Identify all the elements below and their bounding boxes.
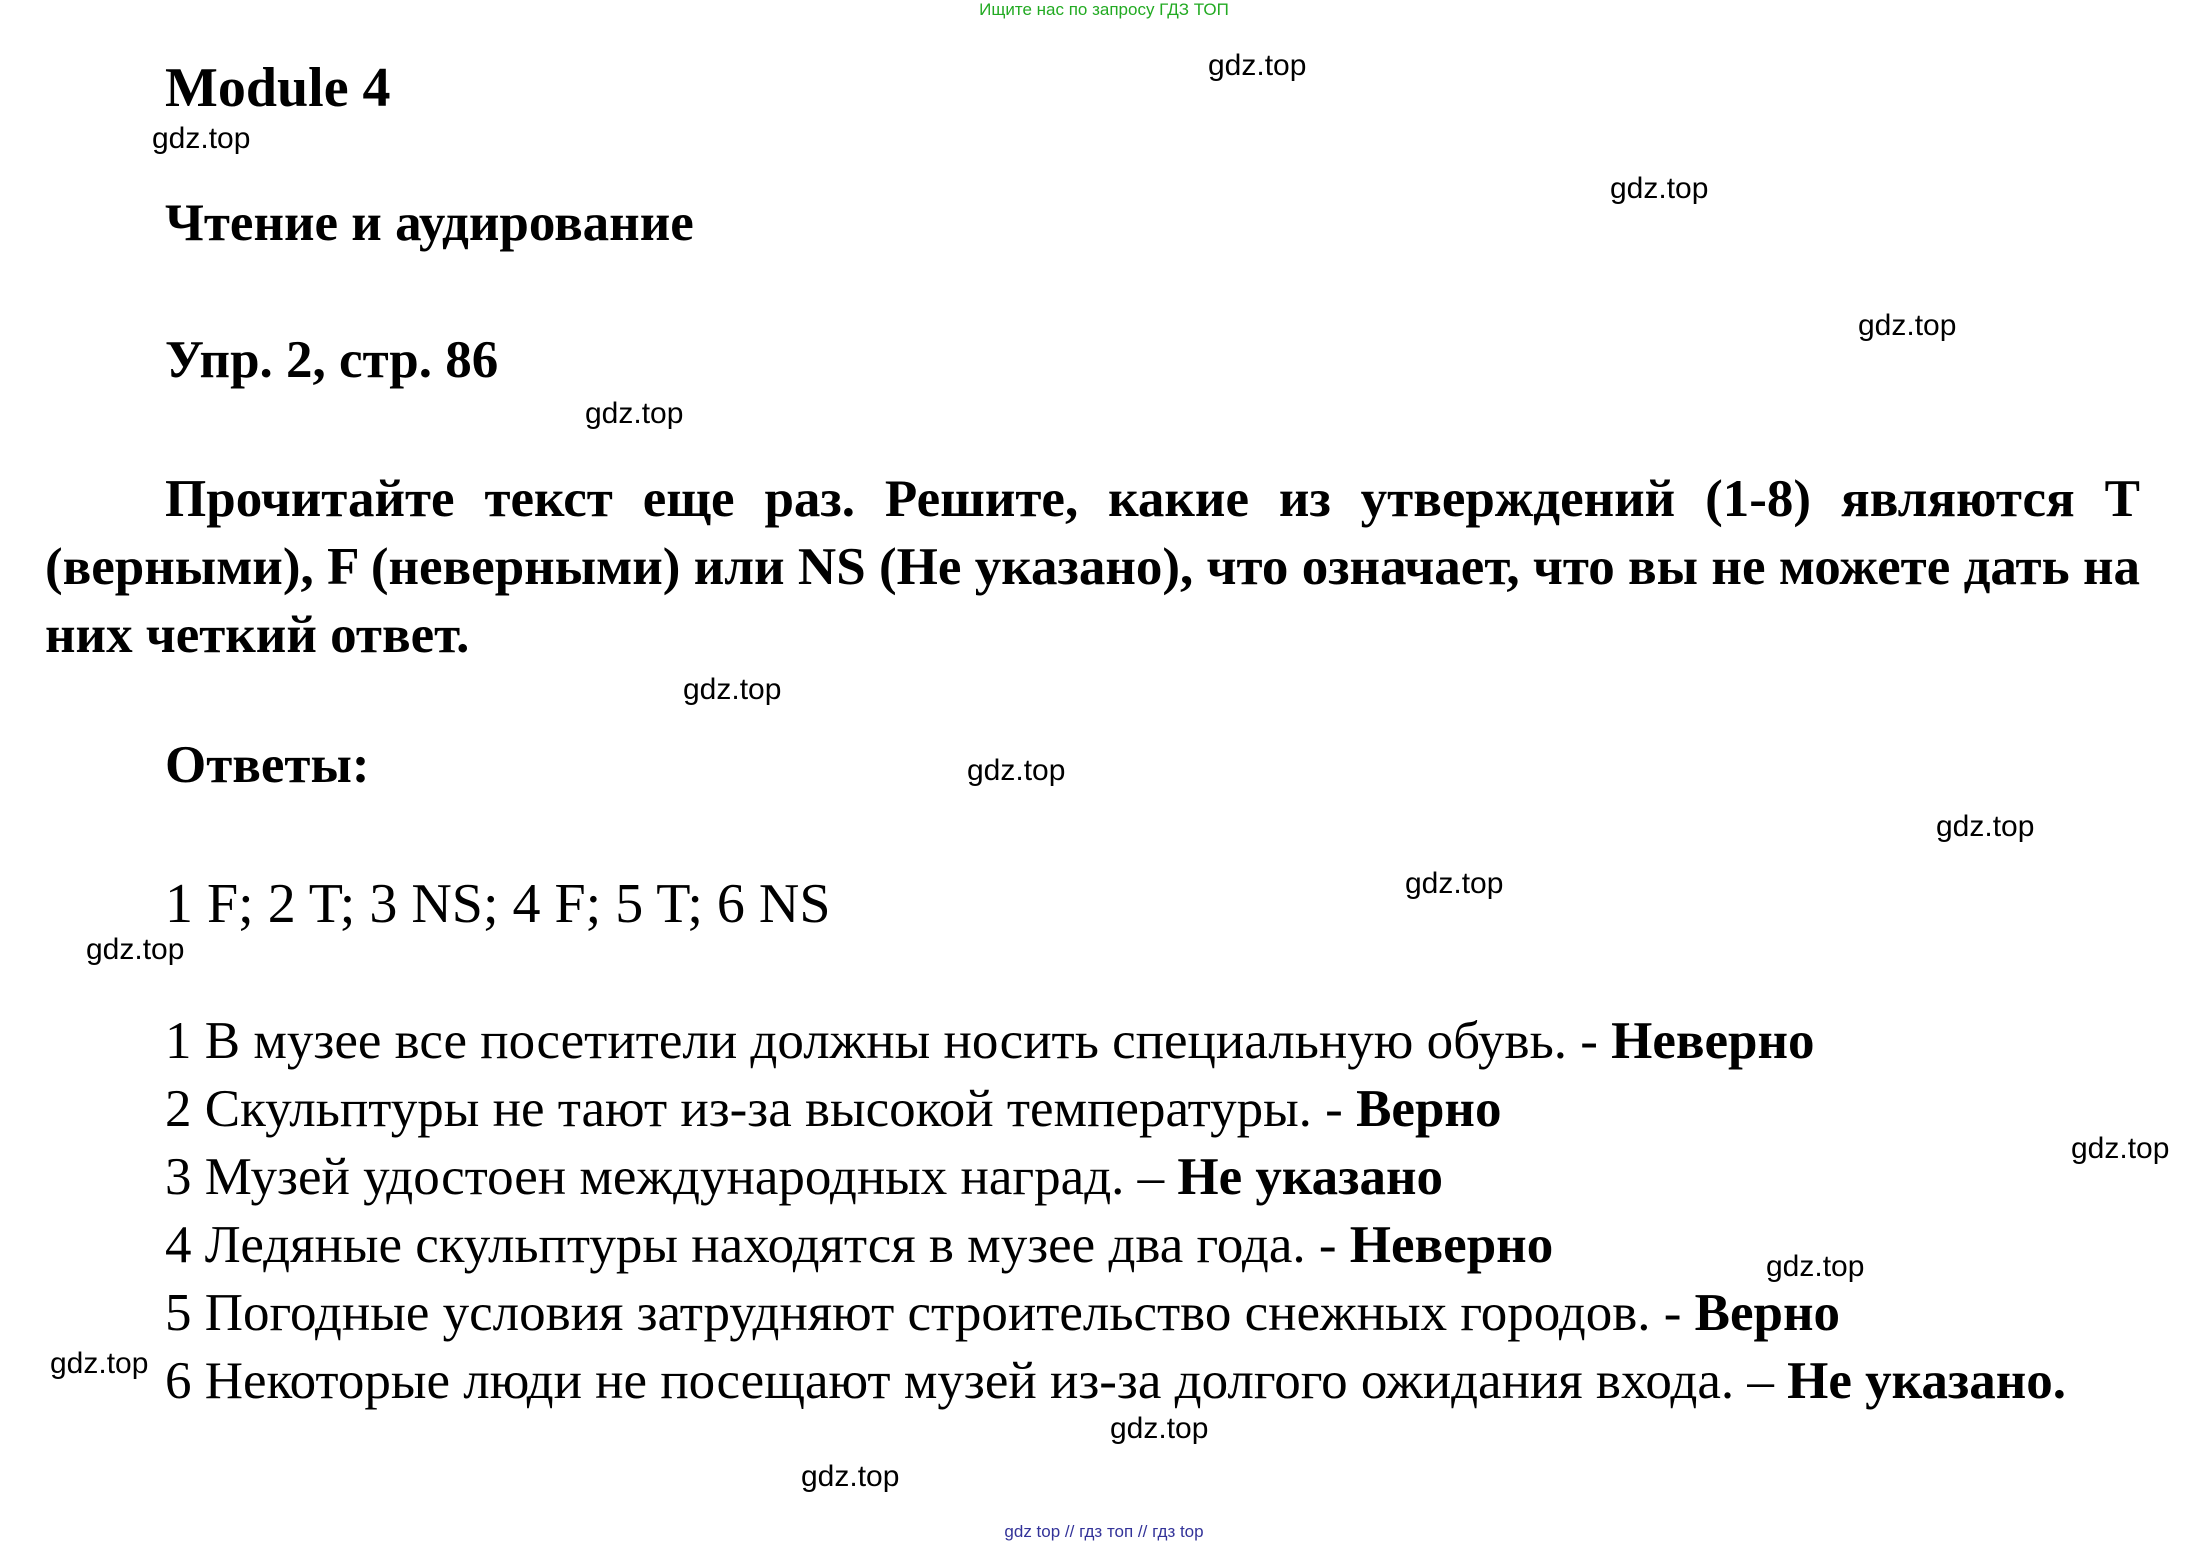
watermark: gdz.top <box>1858 309 1957 342</box>
watermark: gdz.top <box>683 673 782 706</box>
statement-5 <box>45 1279 2140 1347</box>
statements-list <box>45 1007 2140 1415</box>
statement-verdict: Не указано. <box>1787 1352 2066 1410</box>
exercise-instruction: Прочитайте текст еще раз. Решите, какие из утверждений (1-8) являются T (верными), F (неверными) или NS (Не указано), что означает, что вы не можете дать на них четкий ответ. <box>45 470 2140 664</box>
watermark: gdz.top <box>1405 867 1504 900</box>
statement-verdict: Не указано <box>1177 1148 1443 1206</box>
watermark: gdz.top <box>1208 49 1307 82</box>
answers-key: 1 F; 2 T; 3 NS; 4 F; 5 T; 6 NS <box>165 873 831 935</box>
statement-text: 5 Погодные условия затрудняют строительство снежных городов. - <box>165 1284 1695 1342</box>
watermark: gdz.top <box>585 397 684 430</box>
watermark: gdz.top <box>1766 1250 1865 1283</box>
statement-text: 4 Ледяные скульптуры находятся в музее два года. - <box>165 1216 1350 1274</box>
statement-text: 2 Скульптуры не тают из-за высокой температуры. - <box>165 1080 1357 1138</box>
watermark: gdz.top <box>2071 1132 2170 1165</box>
statement-6 <box>45 1347 2140 1415</box>
footer: gdz top // гдз топ // гдз top <box>1004 1522 1204 1541</box>
statement-text: 1 В музее все посетители должны носить специальную обувь. - <box>165 1012 1612 1070</box>
statement-verdict: Неверно <box>1611 1012 1815 1070</box>
exercise-title: Упр. 2, стр. 86 <box>165 331 499 389</box>
watermark: gdz.top <box>801 1460 900 1493</box>
section-title: Чтение и аудирование <box>165 194 694 252</box>
statement-2 <box>45 1075 2140 1143</box>
statement-1 <box>45 1007 2140 1075</box>
statement-verdict: Неверно <box>1349 1216 1554 1274</box>
statement-verdict: Верно <box>1356 1080 1502 1138</box>
module-title: Module 4 <box>165 57 391 119</box>
watermark: gdz.top <box>1936 810 2035 843</box>
watermark: gdz.top <box>967 754 1066 787</box>
watermark: gdz.top <box>86 933 185 966</box>
watermark: gdz.top <box>1610 172 1709 205</box>
answers-label: Ответы: <box>165 736 370 794</box>
statement-text: 3 Музей удостоен международных наград. – <box>165 1148 1178 1206</box>
statement-text: 6 Некоторые люди не посещают музей из-за долгого ожидания входа. – <box>165 1352 1788 1410</box>
statement-3 <box>45 1143 2140 1211</box>
top-banner: Ищите нас по запросу ГДЗ ТОП <box>979 0 1229 19</box>
statement-verdict: Верно <box>1694 1284 1841 1342</box>
watermark: gdz.top <box>50 1347 149 1380</box>
watermark: gdz.top <box>152 122 251 155</box>
watermark: gdz.top <box>1110 1412 1209 1445</box>
